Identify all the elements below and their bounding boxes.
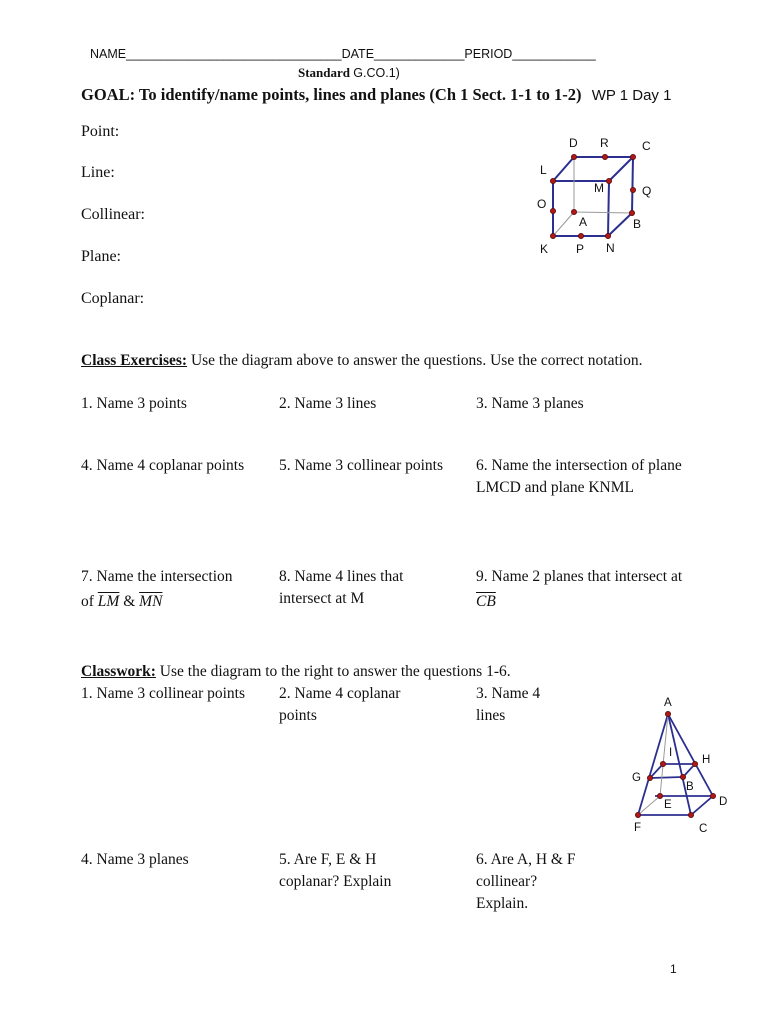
label-Q: Q	[642, 184, 652, 198]
point-P	[578, 233, 583, 238]
point-G	[647, 775, 652, 780]
label-R: R	[600, 136, 609, 150]
label-B: B	[633, 217, 642, 231]
label-F: F	[634, 822, 642, 834]
ce-question-9	[476, 566, 726, 613]
cw-question-2: 2. Name 4 coplanar points	[279, 685, 401, 724]
point-Q	[630, 187, 635, 192]
point-B	[629, 210, 634, 215]
page-number: 1	[670, 962, 677, 976]
term-point: Point:	[81, 123, 120, 140]
standard-code: G.CO.1)	[353, 66, 400, 80]
ce-question-2: 2. Name 3 lines	[279, 395, 377, 412]
point-C	[688, 812, 693, 817]
point-C	[630, 154, 635, 159]
classwork-intro	[81, 661, 701, 683]
cw-question-5: 5. Are F, E & H coplanar? Explain	[279, 851, 392, 890]
term-line: Line:	[81, 164, 115, 181]
cw-question-4: 4. Name 3 planes	[81, 851, 189, 868]
label-L: L	[540, 163, 547, 177]
ce-question-3: 3. Name 3 planes	[476, 395, 584, 412]
cw-question-3: 3. Name 4 lines	[476, 685, 541, 724]
cw-question-1: 1. Name 3 collinear points	[81, 685, 245, 702]
label-I: I	[669, 747, 673, 759]
cw-question-6: 6. Are A, H & F collinear? Explain.	[476, 851, 576, 912]
label-D: D	[569, 136, 578, 150]
standard-label: Standard	[298, 65, 351, 80]
label-C: C	[699, 823, 708, 835]
label-D: D	[719, 796, 728, 808]
point-A	[571, 209, 576, 214]
term-coplanar: Coplanar:	[81, 290, 145, 307]
name-date-period-line: NAME_______________________________DATE_____________PERIOD____________	[90, 47, 596, 61]
point-R	[602, 154, 607, 159]
point-F	[635, 812, 640, 817]
point-L	[550, 178, 555, 183]
label-E: E	[664, 799, 672, 811]
label-O: O	[537, 197, 547, 211]
point-I	[660, 761, 665, 766]
point-E	[657, 793, 662, 798]
label-N: N	[606, 241, 615, 255]
point-K	[550, 233, 555, 238]
term-plane: Plane:	[81, 248, 121, 265]
point-B	[680, 774, 685, 779]
cube-edges	[553, 157, 633, 236]
ce-question-6: 6. Name the intersection of plane LMCD and plane KNML	[476, 457, 682, 496]
segment-LM: $\overline{LM}$	[97, 593, 120, 610]
pyramid-diagram	[625, 690, 735, 840]
ce-question-7	[81, 566, 266, 613]
point-A	[665, 711, 670, 716]
label-K: K	[540, 242, 549, 256]
cube-diagram	[528, 130, 668, 260]
label-A: A	[664, 697, 672, 709]
point-O	[550, 208, 555, 213]
goal-wp: WP 1 Day 1	[591, 87, 672, 104]
ce-q7-of: of	[81, 593, 94, 610]
classwork-heading: Classwork:	[81, 663, 156, 680]
point-D	[571, 154, 576, 159]
class-exercises-intro	[81, 350, 681, 372]
ce-q7-text: 7. Name the intersection	[81, 568, 233, 585]
ce-question-5: 5. Name 3 collinear points	[279, 457, 443, 474]
standard-line	[298, 65, 400, 81]
segment-CB: $\overline{CB}$	[476, 593, 496, 610]
ce-question-4: 4. Name 4 coplanar points	[81, 457, 245, 474]
class-exercises-instructions: Use the diagram above to answer the questions. Use the correct notation.	[190, 352, 643, 369]
term-collinear: Collinear:	[81, 206, 145, 223]
label-B: B	[686, 781, 694, 793]
ce-question-8: 8. Name 4 lines that intersect at M	[279, 568, 404, 607]
label-M: M	[594, 181, 604, 195]
point-M	[606, 178, 611, 183]
point-H	[692, 761, 697, 766]
label-P: P	[576, 242, 585, 256]
classwork-instructions: Use the diagram to the right to answer the questions 1-6.	[159, 663, 511, 680]
point-D	[710, 793, 715, 798]
goal-main: GOAL: To identify/name points, lines and planes (Ch 1 Sect. 1-1 to 1-2)	[81, 85, 582, 104]
ce-q9-text: 9. Name 2 planes that intersect at	[476, 568, 683, 585]
ce-question-1: 1. Name 3 points	[81, 395, 187, 412]
label-G: G	[632, 772, 641, 784]
label-A: A	[579, 215, 588, 229]
class-exercises-heading: Class Exercises:	[81, 352, 188, 369]
point-N	[605, 233, 610, 238]
ce-q7-amp: &	[123, 593, 136, 610]
goal-heading	[81, 85, 671, 105]
label-C: C	[642, 139, 651, 153]
segment-MN: $\overline{MN}$	[139, 593, 163, 610]
label-H: H	[702, 754, 711, 766]
